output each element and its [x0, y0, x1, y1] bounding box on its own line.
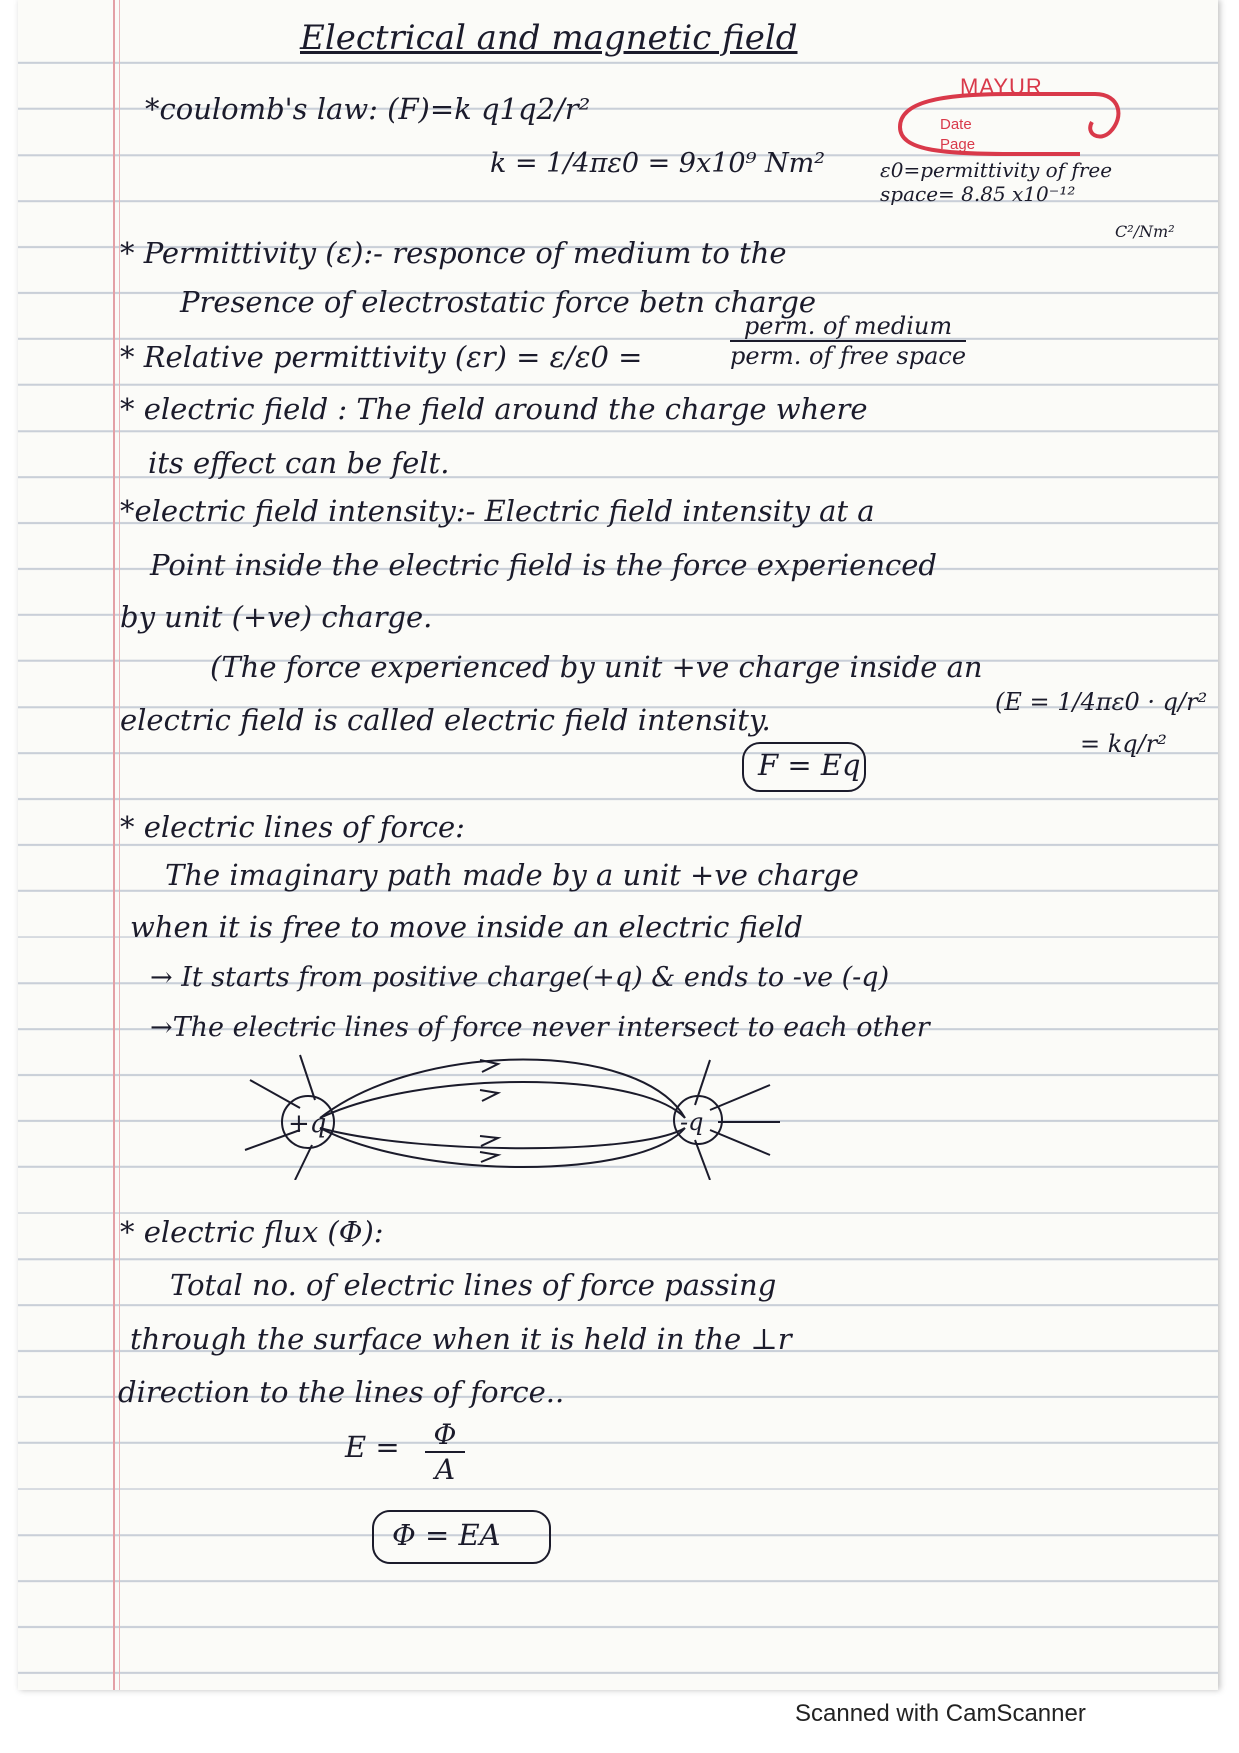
- k-value-line: k = 1/4πε0 = 9x10⁹ Nm²: [490, 148, 826, 179]
- intensity-line-3: by unit (+ve) charge.: [120, 600, 433, 634]
- electric-flux-line-1: Total no. of electric lines of force passing: [170, 1268, 777, 1302]
- intensity-line-2: Point inside the electric field is the force experienced: [150, 548, 937, 582]
- relative-permittivity-denominator: perm. of free space: [730, 342, 967, 370]
- boxed-formula-force-text: F = Eq: [758, 748, 861, 782]
- electric-flux-line-2: through the surface when it is held in the ⊥r: [130, 1322, 792, 1356]
- lines-of-force-line-3: → It starts from positive charge(+q) & ends to -ve (-q): [150, 962, 890, 993]
- page-title: Electrical and magnetic field: [300, 18, 798, 58]
- intensity-line-5: electric field is called electric field intensity.: [120, 703, 771, 737]
- coulomb-law-line: *coulomb's law: (F)=k q1q2/r²: [145, 92, 591, 126]
- negative-charge-label: -q: [680, 1108, 704, 1136]
- electric-field-line-1: * electric field : The field around the charge where: [120, 392, 868, 426]
- eps0-unit: C²/Nm²: [1115, 222, 1175, 241]
- lines-of-force-line-1: The imaginary path made by a unit +ve charge: [165, 858, 859, 892]
- boxed-formula-flux-text: Φ = EA: [392, 1518, 501, 1552]
- relative-permittivity-fraction: [730, 312, 966, 370]
- scanner-watermark: Scanned with CamScanner: [795, 1700, 1086, 1727]
- permittivity-line-2: Presence of electrostatic force betn charge: [180, 285, 817, 319]
- stamp-date-label: Date: [940, 116, 972, 133]
- lines-of-force-line-4: →The electric lines of force never intersect to each other: [150, 1012, 930, 1043]
- electric-field-line-2: its effect can be felt.: [148, 446, 450, 480]
- stamp-brand: MAYUR: [960, 74, 1043, 99]
- positive-charge-label: +q: [288, 1109, 327, 1139]
- boxed-formula-force: [742, 742, 866, 792]
- lines-of-force-line-2: when it is free to move inside an electric field: [130, 910, 803, 944]
- stamp-page-label: Page: [940, 136, 976, 153]
- electric-flux-line-3: direction to the lines of force..: [118, 1375, 565, 1409]
- relative-permittivity-numerator: perm. of medium: [730, 312, 966, 342]
- electric-flux-heading: * electric flux (Φ):: [120, 1215, 384, 1249]
- intensity-line-4: (The force experienced by unit +ve charge inside an: [210, 650, 983, 684]
- lines-of-force-heading: * electric lines of force:: [120, 810, 465, 844]
- intensity-formula-right-1: (E = 1/4πε0 · q/r²: [995, 688, 1208, 716]
- field-lines-diagram: [240, 1030, 800, 1180]
- field-line-bottom-inner: [320, 1128, 685, 1148]
- flux-formula-fraction: [425, 1418, 465, 1486]
- relative-permittivity-line: * Relative permittivity (εr) = ε/ε0 =: [120, 340, 643, 374]
- flux-formula-numerator: Φ: [425, 1418, 465, 1453]
- intensity-formula-right-2: = kq/r²: [1080, 730, 1167, 758]
- intensity-line-1: *electric field intensity:- Electric field intensity at a: [120, 494, 875, 528]
- permittivity-line-1: * Permittivity (ε):- responce of medium to the: [120, 236, 787, 270]
- eps0-definition: ε0=permittivity of free space= 8.85 x10⁻¹²: [880, 158, 1113, 206]
- margin-line: [113, 0, 115, 1690]
- field-line-top-outer: [320, 1060, 685, 1119]
- flux-formula-left: E =: [345, 1430, 400, 1464]
- flux-formula-denominator: A: [434, 1453, 456, 1486]
- boxed-formula-flux: [372, 1510, 551, 1564]
